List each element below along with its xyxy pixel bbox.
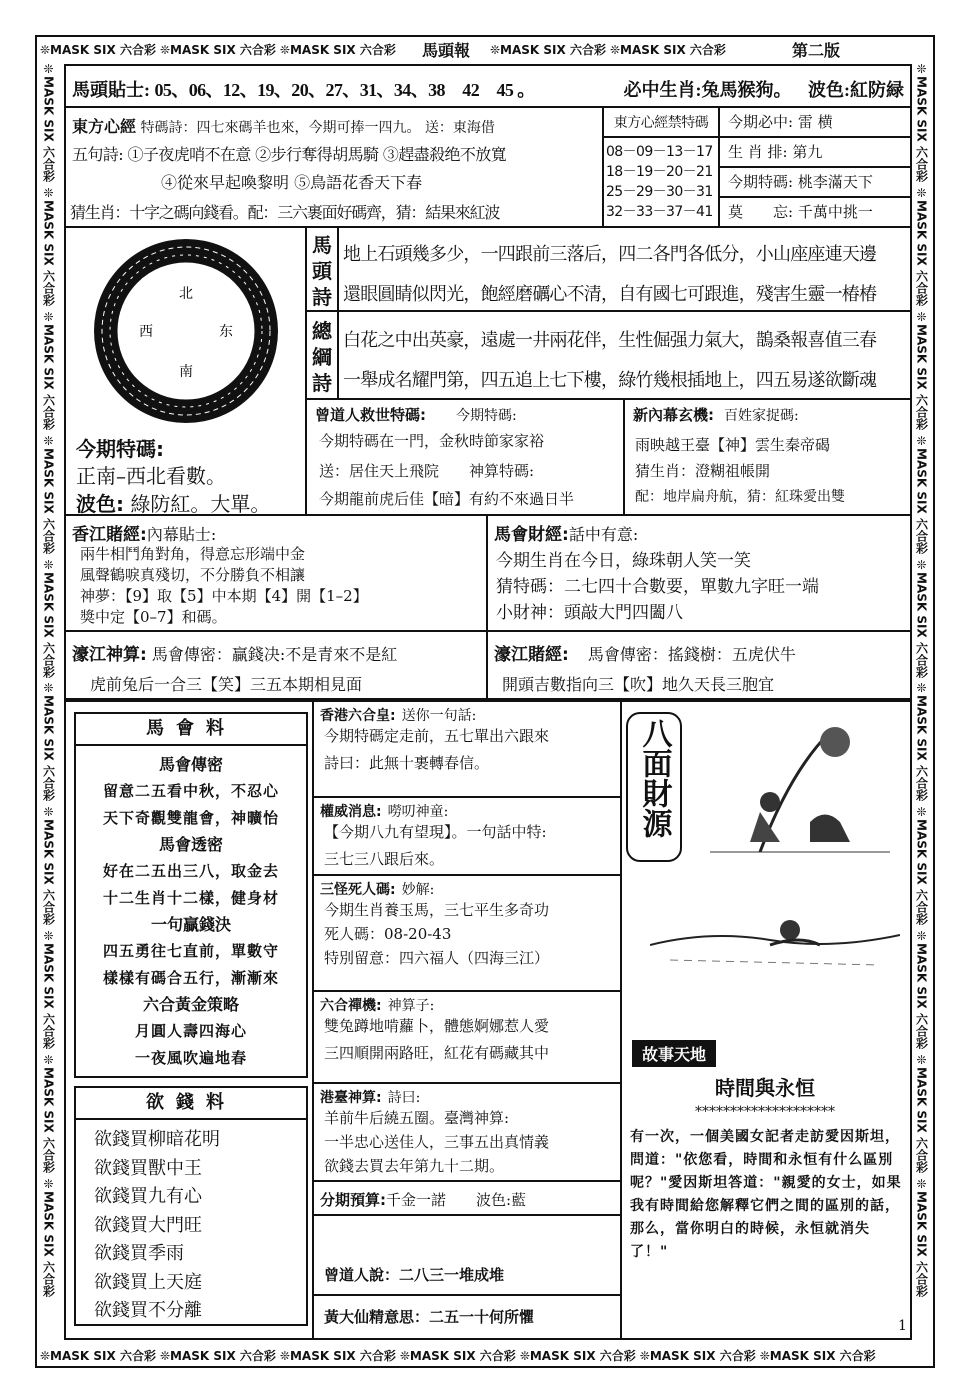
yuqian-line: 欲錢買季雨 (94, 1243, 184, 1264)
mid-section-title: 三怪死人碼: (320, 882, 396, 898)
zeng-sub: 今期特碼: (456, 408, 517, 424)
xiangjiang-sub: 內幕貼士: (146, 525, 217, 544)
mid-section (312, 1082, 622, 1182)
compass-north: 北 (179, 286, 193, 302)
mahui-liao-line: 好在二五出三八，取金去 (102, 862, 279, 880)
mid-section-sub: 嘮叨神童: (387, 804, 449, 820)
fisherman-illustration-icon (700, 712, 900, 862)
border-unit: ❊MASK SIX 六合彩 (914, 557, 929, 678)
mid-section-title: 香港六合皇: (320, 708, 396, 724)
mahui-liao-line: 一夜風吹遍地春 (134, 1049, 247, 1067)
special-title: 今期特碼: (76, 437, 164, 461)
xin-title: 新內幕玄機: (633, 406, 714, 424)
forbid-numbers: 08－09－13－17 (606, 144, 713, 160)
special-line: 綠防紅。大單。 (130, 492, 271, 516)
special-line: 正南–西北看數。 (76, 464, 226, 488)
bamian-badge (626, 712, 682, 862)
mid-section-line: 一半忠心送佳人，三事五出真情義 (324, 1133, 550, 1151)
haojiang1-line: 馬會傳密：贏錢决:不是青來不是紅 (151, 645, 398, 664)
forbid-box (602, 106, 720, 228)
mahui-liao-line: 十二生肖十二樣，健身材 (102, 889, 279, 907)
mid-section-sub: 送你一句話: (401, 708, 477, 724)
mid-section (312, 796, 622, 876)
forbid-numbers: 25－29－30－31 (606, 184, 713, 200)
poem-title: 總綱詩 (307, 312, 339, 398)
xiangjiang-box (64, 514, 488, 632)
forbid-numbers: 32－33－37－41 (606, 204, 713, 220)
border-unit: ❊MASK SIX 六合彩 (490, 42, 606, 57)
xin-sub: 百姓家捉碼: (724, 408, 799, 424)
mid-section-line: 今期特碼定走前，五七單出六跟來 (324, 727, 550, 745)
east-right-item: 今期特碼: 桃李滿天下 (720, 168, 910, 198)
border-unit: ❊MASK SIX 六合彩 (914, 309, 929, 430)
mahui-liao-line: 樣樣有碼合五行，漸漸來 (102, 969, 279, 987)
mahui-finance-box (486, 514, 912, 632)
mahui-liao-line: 月圓人壽四海心 (134, 1022, 247, 1040)
page-number: 1 (898, 1318, 907, 1334)
zodiac-value: 兔馬猴狗。 (701, 80, 792, 100)
budget-title: 分期預算: (320, 1191, 386, 1209)
mid-section-header (320, 1087, 420, 1107)
east-label: 五句詩: (72, 145, 123, 164)
border-unit: ❊MASK SIX 六合彩 (639, 1348, 756, 1363)
mid-section-line: 【今期八九有望現】。一句話中特: (324, 823, 547, 841)
xiangjiang-title: 香江賭經: (72, 525, 147, 545)
haojiang-dujing-box (486, 630, 912, 700)
xiangjiang-line: 風聲鶴唳真殘切，不分勝負不相讓 (80, 566, 306, 584)
border-unit: ❊MASK SIX 六合彩 (41, 929, 56, 1050)
mahui-title: 馬會財經: (494, 525, 569, 545)
poem-line: 還眼圓睛似閃光，飽經磨礪心不清，自有國七可跟進，殘害生靈一椿椿 (343, 284, 877, 305)
border-unit: ❊MASK SIX 六合彩 (41, 681, 56, 802)
border-unit: ❊MASK SIX 六合彩 (279, 1348, 396, 1363)
yuqian-line: 欲錢買大門旺 (94, 1214, 202, 1236)
border-unit: ❊MASK SIX 六合彩 (41, 185, 56, 306)
mid-section-header (320, 801, 448, 821)
border-unit: ❊MASK SIX 六合彩 (159, 1348, 276, 1363)
mid-section-line: 今期生肖養玉馬，三七平生多奇功 (324, 901, 550, 919)
border-unit: ❊MASK SIX 六合彩 (609, 42, 726, 57)
mahui-liao-line: 四五勇往七直前，單數守 (102, 942, 279, 960)
haojiang-shensuan-box (64, 630, 488, 700)
border-unit: ❊MASK SIX 六合彩 (759, 1348, 876, 1363)
border-unit: ❊MASK SIX 六合彩 (41, 62, 56, 182)
horse-poem-box (305, 226, 912, 312)
mid-section-header (320, 879, 434, 899)
mid-section (312, 700, 622, 798)
forbid-title: 東方心經禁特碼 (604, 108, 718, 138)
xin-line: 配：地岸扁舟航，猜：紅珠愛出雙 (635, 489, 845, 505)
mid-section-line: 三四順開兩路旺，紅花有碼藏其中 (324, 1044, 550, 1062)
mid-section-title: 六合禪機: (320, 998, 382, 1014)
border-unit: ❊MASK SIX 六合彩 (914, 1177, 929, 1297)
haojiang2-title: 濠江賭經: (494, 645, 569, 665)
border-unit: ❊MASK SIX 六合彩 (41, 1177, 56, 1297)
border-unit: ❊MASK SIX 六合彩 (279, 42, 396, 57)
east-line: ④從來早起喚黎明 ⑤鳥語花香天下春 (161, 173, 423, 192)
east-title: 東方心經 (72, 117, 137, 136)
tips-numbers: 05、06、12、19、20、27、31、34、38 42 45 。 (154, 80, 535, 100)
east-right-item: 莫 忘: 千萬中挑一 (728, 203, 873, 221)
color-label: 波色: (808, 80, 850, 100)
yuqian-title: 欲錢料 (76, 1088, 306, 1120)
xin-line: 雨映越王臺【神】雲生秦帝碣 (635, 436, 831, 454)
bamian-title: 八面財源 (636, 718, 672, 838)
yuqian-line: 欲錢買上天庭 (94, 1271, 202, 1293)
border-unit: ❊MASK SIX 六合彩 (41, 309, 56, 430)
edition-label: 第二版 (792, 41, 841, 60)
zeng-line: 送：居住天上飛院 (319, 462, 440, 480)
poem-title: 馬頭詩 (307, 228, 339, 310)
border-unit: ❊MASK SIX 六合彩 (40, 1348, 156, 1363)
border-unit: ❊MASK SIX 六合彩 (399, 1348, 516, 1363)
border-unit: ❊MASK SIX 六合彩 (914, 62, 929, 182)
mahui-liao-line: 天下奇觀雙龍會，神曠怡 (102, 809, 279, 827)
mid-section-sub: 妙解: (401, 882, 435, 898)
mahui-line: 今期生肖在今日，綠珠朝人笑一笑 (496, 551, 751, 571)
haojiang2-line: 開頭吉數指向三【吹】地久天長三胞宜 (502, 675, 775, 694)
mid-section-header (320, 705, 476, 725)
compass-box (64, 226, 307, 516)
story-title: 時間與永恒 (715, 1076, 815, 1100)
east-right-box (718, 106, 912, 228)
special-label: 波色: (76, 492, 124, 516)
mahui-sub: 話中有意: (568, 525, 639, 544)
border-unit: ❊MASK SIX 六合彩 (914, 929, 929, 1050)
mahui-liao-heading: 馬會傳密 (158, 755, 223, 774)
zodiac-label: 必中生肖: (623, 80, 702, 100)
border-unit: ❊MASK SIX 六合彩 (914, 1053, 929, 1174)
mid-section (312, 990, 622, 1084)
border-unit: ❊MASK SIX 六合彩 (914, 681, 929, 802)
xin-line: 猜生肖：澄糊祖帳開 (635, 462, 771, 480)
border-unit: ❊MASK SIX 六合彩 (41, 557, 56, 678)
east-line: ①子夜虎哨不在意 ②步行奪得胡馬騎 ③趕盡殺绝不放寬 (127, 145, 507, 164)
mid-section-line: 雙兔蹲地啃蘿卜，體態婀娜惹人愛 (324, 1017, 550, 1035)
haojiang1-title: 濠江神算: (72, 645, 147, 665)
xiangjiang-line: 神夢：【9】取【5】中本期【4】開【1–2】 (80, 587, 368, 605)
zeng-saying: 曾道人說：二八三一堆成堆 (324, 1266, 505, 1284)
east-line: 特碼詩：四七來碼羊也來，今期可捧一四九。 送：東海借 (140, 120, 495, 136)
mid-section-sub: 神算子: (387, 998, 435, 1014)
mid-section-header (320, 995, 434, 1015)
zeng-box (305, 398, 625, 516)
tips-row (64, 64, 912, 108)
tips-label: 馬頭貼士: (72, 80, 150, 100)
mahui-liao-heading: 馬會透密 (158, 835, 223, 854)
story-tag: 故事天地 (632, 1040, 716, 1067)
east-line: 猜生肖：十字之碼向錢看。配：三六裹面好碼齊，猜：結果來紅波 (70, 203, 500, 222)
xin-box (623, 398, 912, 516)
poem-line: 地上石頭幾多少，一四跟前三落后，四二各門各低分，小山座座連天邊 (343, 244, 877, 265)
huang-saying: 黃大仙精意思：二五一十何所懼 (324, 1308, 535, 1326)
yuqian-line: 欲錢買獸中王 (94, 1157, 202, 1179)
yuqian-line: 欲錢買不分離 (94, 1300, 202, 1321)
yuqian-line: 欲錢買柳暗花明 (94, 1129, 220, 1150)
budget-color-label: 波色: (476, 1191, 512, 1209)
mahui-liao-heading: 六合黃金策略 (142, 995, 239, 1014)
saying-box (312, 1214, 622, 1340)
zeng-line: 今期龍前虎后佳【暗】有約不來過日半 (319, 490, 575, 508)
zeng-line: 今期特碼在一門，金秋時節家家裕 (319, 432, 545, 450)
budget-color: 藍 (511, 1191, 527, 1209)
east-heart-box (64, 106, 604, 228)
mahui-liao-heading: 一句贏錢決 (150, 915, 231, 934)
haojiang1-line: 虎前兔后一合三【笑】三五本期相見面 (90, 675, 363, 694)
border-unit: ❊MASK SIX 六合彩 (914, 185, 929, 306)
mid-section-title: 港臺神算: (320, 1090, 382, 1106)
zeng-sub: 神算特碼: (469, 462, 535, 480)
mid-section-line: 特別留意：四六福人（四海三江） (324, 949, 550, 967)
yuqian-line: 欲錢買九有心 (94, 1186, 202, 1207)
xiangjiang-line: 獎中定【0–7】和碼。 (80, 608, 227, 626)
border-unit: ❊MASK SIX 六合彩 (40, 42, 156, 57)
compass-east: 东 (219, 324, 233, 340)
mahui-liao-line: 留意二五看中秋，不忍心 (102, 782, 279, 800)
border-unit: ❊MASK SIX 六合彩 (914, 805, 929, 926)
mid-section-line: 羊前牛后繞五圈。臺灣神算: (324, 1109, 510, 1127)
poem-line: 一舉成名耀門第，四五追上七下樓，綠竹幾根插地上，四五易遂欲斷魂 (343, 370, 877, 391)
mid-section-line: 欲錢去買去年第九十二期。 (324, 1157, 505, 1175)
story-text: 有一次，一個美國女記者走訪愛因斯坦，問道："依您看，時間和永恒有什么區別呢？"愛因斯坦答道："親愛的女士，如果我有時間給您解釋它們之間的區別的話，那么，當你明白的時候，永恒就消失了！" (630, 1129, 902, 1260)
story-divider: ******************** (695, 1104, 835, 1120)
budget-box (312, 1180, 622, 1216)
mahui-line: 猜特碼：二七四十合數要，單數九字旺一端 (496, 577, 819, 597)
general-poem-box (305, 310, 912, 400)
border-unit: ❊MASK SIX 六合彩 (41, 1053, 56, 1174)
mid-section (312, 874, 622, 992)
mid-section-line: 死人碼：08-20-43 (324, 925, 452, 943)
poem-line: 白花之中出英豪，遠處一井兩花伴，生性倔强力氣大，鵲桑報喜值三春 (343, 330, 877, 351)
compass-south: 南 (179, 364, 193, 380)
border-unit: ❊MASK SIX 六合彩 (41, 805, 56, 926)
east-right-item: 今期必中: 雷 横 (720, 108, 910, 138)
compass-wheel-icon (91, 236, 281, 426)
mid-section-line: 詩曰：此無十裹轉春信。 (324, 754, 490, 772)
budget-value: 千金一諾 (386, 1191, 447, 1209)
border-unit: ❊MASK SIX 六合彩 (914, 433, 929, 554)
border-unit: ❊MASK SIX 六合彩 (159, 42, 276, 57)
border-unit: ❊MASK SIX 六合彩 (519, 1348, 636, 1363)
haojiang2-line: 馬會傳密：搖錢樹：五虎伏牛 (587, 645, 796, 664)
mid-section-title: 權威消息: (320, 804, 382, 820)
forbid-numbers: 18－19－20－21 (606, 164, 713, 180)
xiangjiang-line: 兩牛相鬥角對角，得意忘形端中金 (80, 545, 306, 563)
mahui-line: 小財神：頭敲大門四闔八 (496, 603, 683, 623)
landscape-illustration-icon (650, 900, 900, 980)
yuqian-liao-box (74, 1086, 308, 1326)
mahui-liao-title: 馬會料 (76, 714, 306, 746)
border-unit: ❊MASK SIX 六合彩 (41, 433, 56, 554)
zeng-title: 曾道人救世特碼: (315, 406, 426, 424)
mid-section-sub: 詩曰: (387, 1090, 421, 1106)
compass-west: 西 (139, 324, 153, 340)
mid-section-line: 三七三八跟后來。 (324, 850, 445, 868)
color-value: 紅防緑 (850, 80, 904, 100)
mahui-liao-box (74, 712, 308, 1078)
east-right-item: 生 肖 排: 第九 (720, 138, 910, 168)
masthead-title: 馬頭報 (422, 41, 471, 60)
